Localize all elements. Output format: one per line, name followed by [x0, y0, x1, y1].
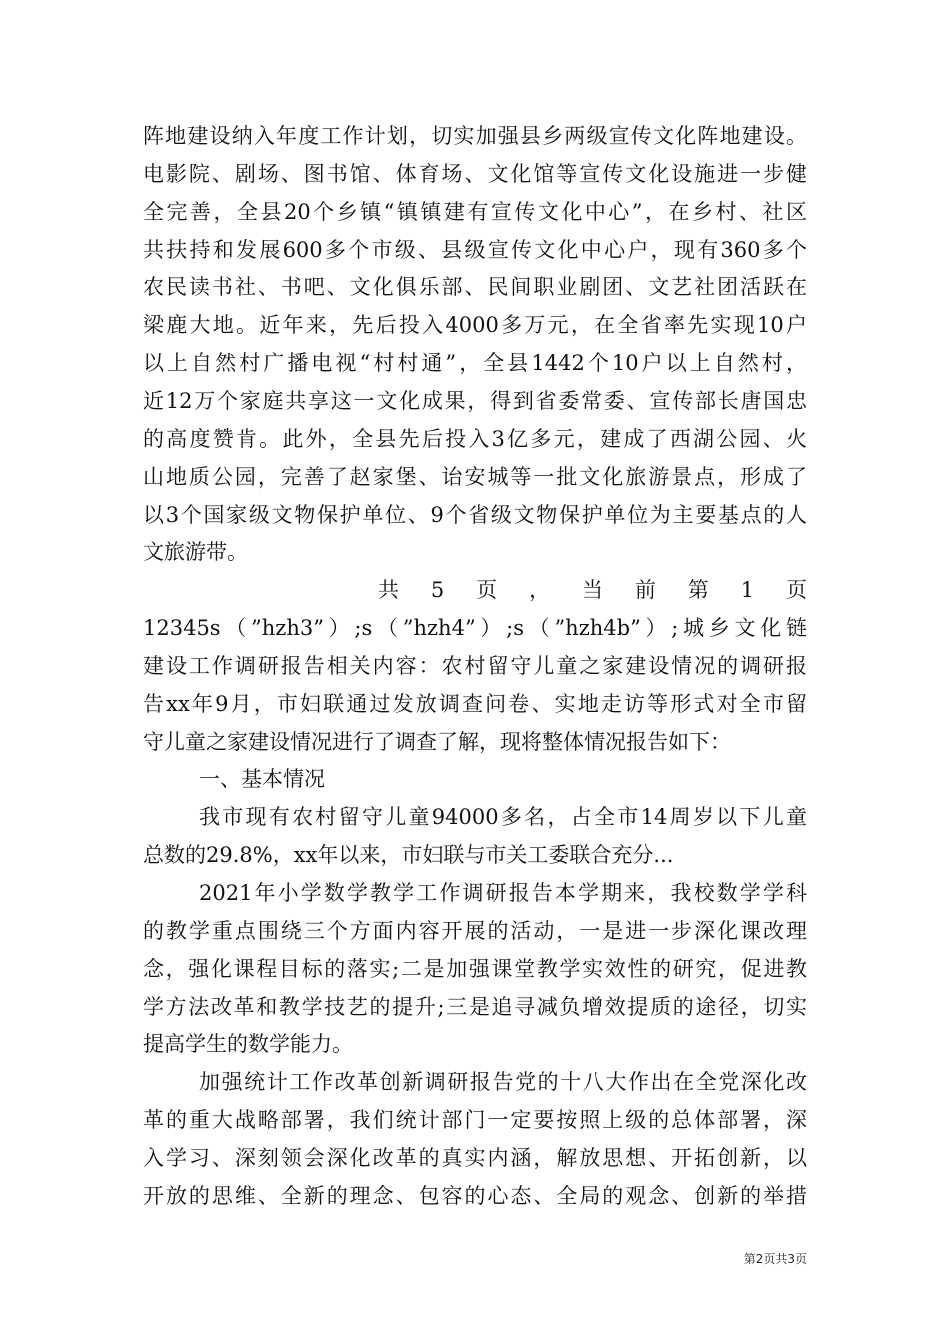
text-line: 近12万个家庭共享这一文化成果，得到省委常委、宣传部长唐国忠	[143, 389, 807, 413]
text-line: 革的重大战略部署，我们统计部门一定要按照上级的总体部署，深	[143, 1108, 807, 1132]
text-line: 文旅游带。	[143, 540, 248, 564]
text-line: 学方法改革和教学技艺的提升;三是追寻减负增效提质的途径，切实	[143, 995, 807, 1019]
text-line: 山地质公园，完善了赵家堡、诒安城等一批文化旅游景点，形成了	[143, 465, 807, 489]
text-line: 加强统计工作改革创新调研报告党的十八大作出在全党深化改	[199, 1070, 807, 1094]
text-line: 开放的思维、全新的理念、包容的心态、全局的观念、创新的举措	[143, 1184, 807, 1208]
page-indicator: 共5页，当前第1页	[378, 578, 807, 602]
text-line: 建设工作调研报告相关内容：农村留守儿童之家建设情况的调研报	[143, 654, 807, 678]
text-line: 共扶持和发展600多个市级、县级宣传文化中心户，现有360多个	[143, 238, 807, 262]
text-line: 守儿童之家建设情况进行了调查了解，现将整体情况报告如下：	[143, 730, 731, 754]
text-line: 以上自然村广播电视“村村通”，全县1442个10户以上自然村，	[143, 351, 807, 375]
text-line: 2021年小学数学教学工作调研报告本学期来，我校数学学科	[199, 881, 807, 905]
text-line: 12345s（”hzh3”）;s（”hzh4”）;s（”hzh4b”）;城乡文化链	[143, 616, 807, 640]
text-line: 全完善，全县20个乡镇“镇镇建有宣传文化中心”，在乡村、社区	[143, 200, 807, 224]
text-line: 提高学生的数学能力。	[143, 1032, 353, 1056]
page-footer: 第2页共3页	[743, 1252, 807, 1266]
text-line: 我市现有农村留守儿童94000多名，占全市14周岁以下儿童	[199, 805, 807, 829]
section-heading: 一、基本情况	[199, 767, 325, 791]
text-line: 电影院、剧场、图书馆、体育场、文化馆等宣传文化设施进一步健	[143, 162, 807, 186]
text-line: 农民读书社、书吧、文化俱乐部、民间职业剧团、文艺社团活跃在	[143, 275, 807, 299]
text-line: 念，强化课程目标的落实;二是加强课堂教学实效性的研究，促进教	[143, 957, 807, 981]
text-line: 的高度赞肯。此外，全县先后投入3亿多元，建成了西湖公园、火	[143, 427, 807, 451]
text-line: 总数的29.8%，xx年以来，市妇联与市关工委联合充分...	[143, 843, 674, 867]
text-line: 阵地建设纳入年度工作计划，切实加强县乡两级宣传文化阵地建设。	[143, 124, 807, 148]
text-line: 入学习、深刻领会深化改革的真实内涵，解放思想、开拓创新，以	[143, 1146, 807, 1170]
text-line: 的教学重点围绕三个方面内容开展的活动，一是进一步深化课改理	[143, 919, 807, 943]
text-line: 以3个国家级文物保护单位、9个省级文物保护单位为主要基点的人	[143, 503, 807, 527]
text-line: 梁鹿大地。近年来，先后投入4000多万元，在全省率先实现10户	[143, 313, 807, 337]
text-line: 告xx年9月，市妇联通过发放调查问卷、实地走访等形式对全市留	[143, 692, 807, 716]
